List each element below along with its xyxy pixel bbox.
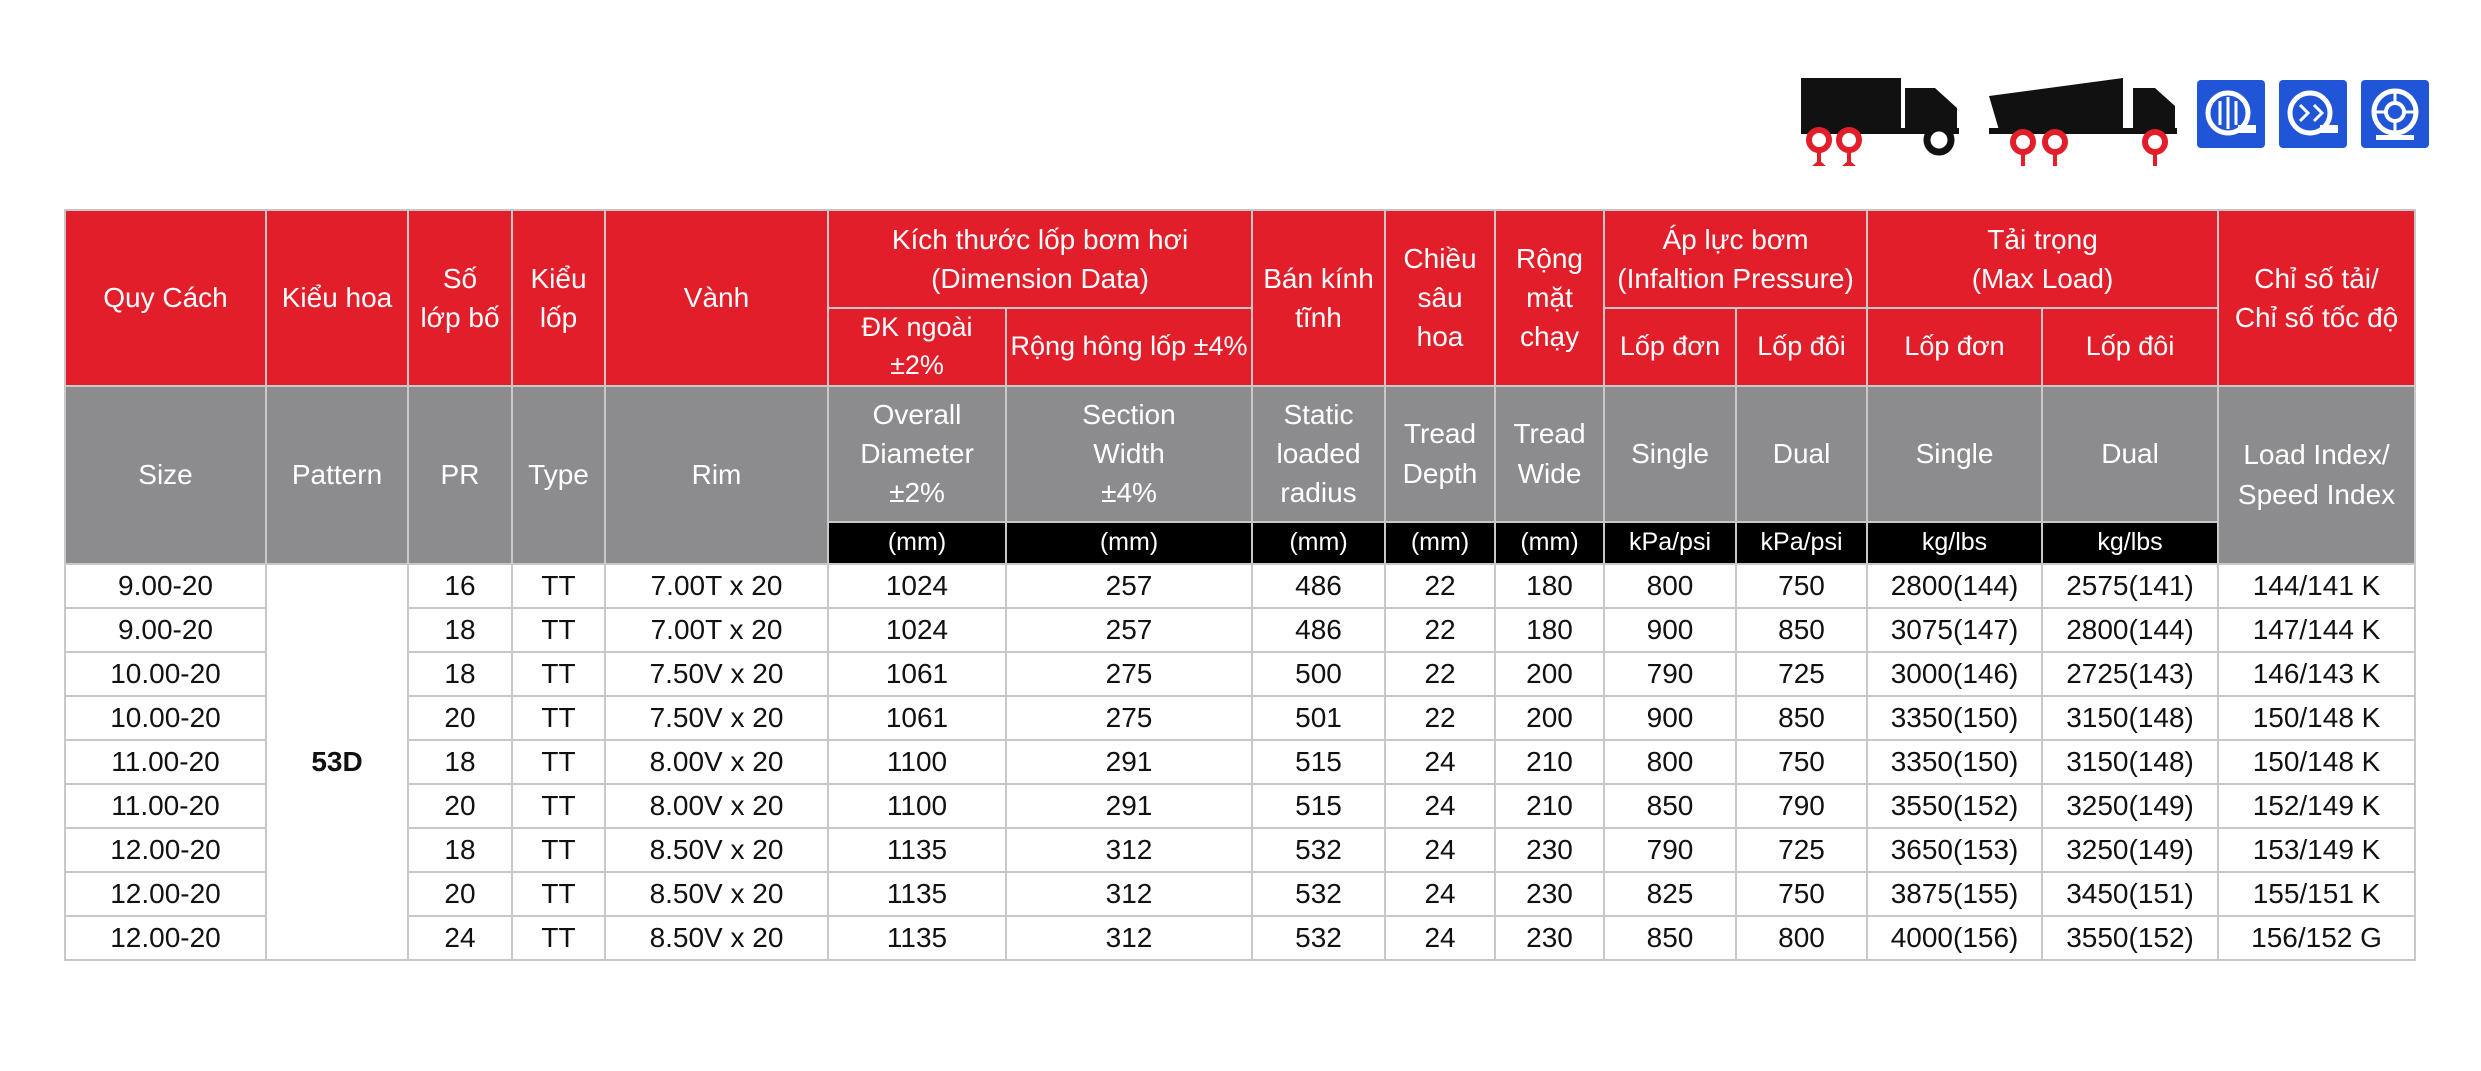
header-row-english	[65, 386, 2415, 522]
cell-type: TT	[512, 608, 605, 652]
header-pressure-group: Áp lực bơm (Infaltion Pressure)	[1604, 210, 1867, 308]
cell-load-dual: 2575(141)	[2042, 564, 2218, 608]
cell-tread-wide: 210	[1495, 740, 1604, 784]
cell-load-single: 3875(155)	[1867, 872, 2042, 916]
cell-static-radius: 486	[1252, 608, 1385, 652]
cell-pr: 24	[408, 916, 512, 960]
header-section-width-vi: Rộng hông lốp ±4%	[1006, 308, 1252, 386]
cell-load-speed-index: 150/148 K	[2218, 696, 2415, 740]
table-row	[65, 608, 2415, 652]
header-tread-wide-vi: Rộng mặt chạy	[1495, 210, 1604, 386]
cell-pattern: 53D	[266, 564, 408, 960]
cell-rim: 7.00T x 20	[605, 608, 828, 652]
cell-rim: 8.50V x 20	[605, 916, 828, 960]
cell-pr: 18	[408, 608, 512, 652]
cell-tread-depth: 24	[1385, 872, 1495, 916]
tire-wheel-icon	[2361, 80, 2429, 148]
table-row	[65, 828, 2415, 872]
table-row	[65, 696, 2415, 740]
cell-pr: 16	[408, 564, 512, 608]
table-body	[65, 564, 2415, 960]
cell-pressure-single: 790	[1604, 652, 1736, 696]
cell-size: 10.00-20	[65, 652, 266, 696]
cell-pressure-single: 850	[1604, 916, 1736, 960]
header-type-en: Type	[512, 386, 605, 564]
cell-section-width: 257	[1006, 608, 1252, 652]
cell-overall-diameter: 1135	[828, 916, 1006, 960]
cell-static-radius: 500	[1252, 652, 1385, 696]
header-rim-vi: Vành	[605, 210, 828, 386]
cell-load-single: 2800(144)	[1867, 564, 2042, 608]
header-index-en: Load Index/ Speed Index	[2218, 386, 2415, 564]
header-pr-en: PR	[408, 386, 512, 564]
cell-pressure-dual: 750	[1736, 564, 1867, 608]
cell-size: 9.00-20	[65, 564, 266, 608]
cell-load-single: 3550(152)	[1867, 784, 2042, 828]
unit-overall: (mm)	[828, 522, 1006, 564]
cell-static-radius: 501	[1252, 696, 1385, 740]
cell-pressure-dual: 750	[1736, 872, 1867, 916]
cell-load-single: 3350(150)	[1867, 740, 2042, 784]
cell-load-speed-index: 152/149 K	[2218, 784, 2415, 828]
header-section-en: Section Width ±4%	[1006, 386, 1252, 522]
cell-size: 10.00-20	[65, 696, 266, 740]
unit-section: (mm)	[1006, 522, 1252, 564]
cell-overall-diameter: 1100	[828, 740, 1006, 784]
cell-static-radius: 515	[1252, 740, 1385, 784]
cell-tread-wide: 200	[1495, 696, 1604, 740]
cell-type: TT	[512, 916, 605, 960]
table-row	[65, 784, 2415, 828]
cell-pr: 18	[408, 828, 512, 872]
header-pressure-single-en: Single	[1604, 386, 1736, 522]
tire-on-road-icon	[2197, 80, 2265, 148]
cell-rim: 8.50V x 20	[605, 828, 828, 872]
cell-pressure-single: 790	[1604, 828, 1736, 872]
header-load-dual-en: Dual	[2042, 386, 2218, 522]
cell-rim: 8.00V x 20	[605, 784, 828, 828]
header-overall-en: Overall Diameter ±2%	[828, 386, 1006, 522]
cell-tread-wide: 230	[1495, 872, 1604, 916]
cell-section-width: 291	[1006, 784, 1252, 828]
header-pressure-dual-vi: Lốp đôi	[1736, 308, 1867, 386]
dump-truck-icon	[1983, 60, 2183, 170]
cell-pr: 20	[408, 872, 512, 916]
cell-size: 12.00-20	[65, 872, 266, 916]
cell-size: 12.00-20	[65, 828, 266, 872]
header-size-en: Size	[65, 386, 266, 564]
cell-load-single: 3350(150)	[1867, 696, 2042, 740]
cell-pressure-single: 900	[1604, 696, 1736, 740]
cell-overall-diameter: 1135	[828, 872, 1006, 916]
header-load-group: Tải trọng (Max Load)	[1867, 210, 2218, 308]
cell-static-radius: 515	[1252, 784, 1385, 828]
cell-size: 9.00-20	[65, 608, 266, 652]
header-size-vi: Quy Cách	[65, 210, 266, 386]
cell-tread-wide: 180	[1495, 608, 1604, 652]
cell-pressure-dual: 790	[1736, 784, 1867, 828]
cell-size: 12.00-20	[65, 916, 266, 960]
cell-type: TT	[512, 740, 605, 784]
cell-pressure-dual: 750	[1736, 740, 1867, 784]
cell-pressure-dual: 725	[1736, 652, 1867, 696]
header-pressure-dual-en: Dual	[1736, 386, 1867, 522]
cell-pressure-dual: 850	[1736, 608, 1867, 652]
cell-load-speed-index: 146/143 K	[2218, 652, 2415, 696]
cell-load-single: 3075(147)	[1867, 608, 2042, 652]
cell-type: TT	[512, 564, 605, 608]
cell-rim: 7.00T x 20	[605, 564, 828, 608]
tire-tread-icon	[2279, 80, 2347, 148]
cell-section-width: 312	[1006, 872, 1252, 916]
cell-pressure-single: 800	[1604, 740, 1736, 784]
cell-type: TT	[512, 652, 605, 696]
table-row	[65, 652, 2415, 696]
cell-static-radius: 532	[1252, 828, 1385, 872]
cell-static-radius: 532	[1252, 872, 1385, 916]
cell-overall-diameter: 1024	[828, 564, 1006, 608]
cell-load-speed-index: 150/148 K	[2218, 740, 2415, 784]
cell-pressure-single: 900	[1604, 608, 1736, 652]
cell-load-dual: 3150(148)	[2042, 740, 2218, 784]
cell-pr: 18	[408, 652, 512, 696]
cell-load-dual: 3450(151)	[2042, 872, 2218, 916]
cell-pr: 20	[408, 696, 512, 740]
cell-type: TT	[512, 872, 605, 916]
cell-type: TT	[512, 784, 605, 828]
cell-tread-depth: 22	[1385, 696, 1495, 740]
cell-load-dual: 3150(148)	[2042, 696, 2218, 740]
cell-tread-depth: 24	[1385, 828, 1495, 872]
header-pattern-vi: Kiểu hoa	[266, 210, 408, 386]
unit-pressure-single: kPa/psi	[1604, 522, 1736, 564]
unit-load-dual: kg/lbs	[2042, 522, 2218, 564]
header-static-radius-vi: Bán kính tĩnh	[1252, 210, 1385, 386]
table-row	[65, 872, 2415, 916]
cell-load-speed-index: 156/152 G	[2218, 916, 2415, 960]
cell-overall-diameter: 1061	[828, 696, 1006, 740]
cell-section-width: 257	[1006, 564, 1252, 608]
unit-load-single: kg/lbs	[1867, 522, 2042, 564]
header-rim-en: Rim	[605, 386, 828, 564]
cell-load-dual: 2800(144)	[2042, 608, 2218, 652]
header-row-vietnamese	[65, 210, 2415, 308]
cell-overall-diameter: 1061	[828, 652, 1006, 696]
unit-pressure-dual: kPa/psi	[1736, 522, 1867, 564]
cell-load-speed-index: 153/149 K	[2218, 828, 2415, 872]
header-wide-en: Tread Wide	[1495, 386, 1604, 522]
cell-static-radius: 532	[1252, 916, 1385, 960]
table-row	[65, 740, 2415, 784]
cell-rim: 7.50V x 20	[605, 652, 828, 696]
table-row	[65, 564, 2415, 608]
cell-section-width: 312	[1006, 828, 1252, 872]
cell-pressure-dual: 800	[1736, 916, 1867, 960]
cell-rim: 8.00V x 20	[605, 740, 828, 784]
cell-load-single: 3650(153)	[1867, 828, 2042, 872]
cell-pressure-single: 825	[1604, 872, 1736, 916]
cell-tread-depth: 24	[1385, 784, 1495, 828]
cell-load-speed-index: 155/151 K	[2218, 872, 2415, 916]
cell-rim: 8.50V x 20	[605, 872, 828, 916]
cell-load-single: 4000(156)	[1867, 916, 2042, 960]
cell-tread-wide: 200	[1495, 652, 1604, 696]
header-static-en: Static loaded radius	[1252, 386, 1385, 522]
cell-tread-depth: 24	[1385, 740, 1495, 784]
header-overall-diameter-vi: ĐK ngoài ±2%	[828, 308, 1006, 386]
cell-tread-wide: 230	[1495, 916, 1604, 960]
unit-depth: (mm)	[1385, 522, 1495, 564]
cell-section-width: 275	[1006, 696, 1252, 740]
header-type-vi: Kiểu lốp	[512, 210, 605, 386]
cell-tread-wide: 230	[1495, 828, 1604, 872]
cell-load-dual: 3250(149)	[2042, 828, 2218, 872]
cell-load-speed-index: 144/141 K	[2218, 564, 2415, 608]
cell-tread-wide: 210	[1495, 784, 1604, 828]
table-row	[65, 916, 2415, 960]
header-load-dual-vi: Lốp đôi	[2042, 308, 2218, 386]
cell-size: 11.00-20	[65, 784, 266, 828]
header-pressure-single-vi: Lốp đơn	[1604, 308, 1736, 386]
cell-load-dual: 3550(152)	[2042, 916, 2218, 960]
header-dimension-group: Kích thước lốp bơm hơi (Dimension Data)	[828, 210, 1252, 308]
cell-section-width: 275	[1006, 652, 1252, 696]
header-pr-vi: Số lớp bố	[408, 210, 512, 386]
cell-pr: 18	[408, 740, 512, 784]
tire-specification-table	[64, 209, 2416, 961]
cell-overall-diameter: 1024	[828, 608, 1006, 652]
cell-rim: 7.50V x 20	[605, 696, 828, 740]
cell-pressure-single: 850	[1604, 784, 1736, 828]
header-load-single-vi: Lốp đơn	[1867, 308, 2042, 386]
cell-pressure-single: 800	[1604, 564, 1736, 608]
cell-load-dual: 3250(149)	[2042, 784, 2218, 828]
cell-tread-depth: 22	[1385, 608, 1495, 652]
cell-pr: 20	[408, 784, 512, 828]
cell-overall-diameter: 1135	[828, 828, 1006, 872]
application-icons	[1799, 60, 2429, 172]
cell-load-speed-index: 147/144 K	[2218, 608, 2415, 652]
header-pattern-en: Pattern	[266, 386, 408, 564]
header-load-single-en: Single	[1867, 386, 2042, 522]
unit-wide: (mm)	[1495, 522, 1604, 564]
cell-tread-depth: 22	[1385, 564, 1495, 608]
unit-static: (mm)	[1252, 522, 1385, 564]
cell-overall-diameter: 1100	[828, 784, 1006, 828]
cell-load-dual: 2725(143)	[2042, 652, 2218, 696]
header-depth-en: Tread Depth	[1385, 386, 1495, 522]
cell-load-single: 3000(146)	[1867, 652, 2042, 696]
cell-type: TT	[512, 696, 605, 740]
cell-tread-depth: 22	[1385, 652, 1495, 696]
cell-static-radius: 486	[1252, 564, 1385, 608]
cell-section-width: 312	[1006, 916, 1252, 960]
header-tread-depth-vi: Chiều sâu hoa	[1385, 210, 1495, 386]
cell-tread-depth: 24	[1385, 916, 1495, 960]
cell-type: TT	[512, 828, 605, 872]
header-index-vi: Chỉ số tải/ Chỉ số tốc độ	[2218, 210, 2415, 386]
cell-pressure-dual: 725	[1736, 828, 1867, 872]
cell-size: 11.00-20	[65, 740, 266, 784]
cell-tread-wide: 180	[1495, 564, 1604, 608]
truck-dual-axle-icon	[1799, 60, 1969, 170]
cell-pressure-dual: 850	[1736, 696, 1867, 740]
cell-section-width: 291	[1006, 740, 1252, 784]
